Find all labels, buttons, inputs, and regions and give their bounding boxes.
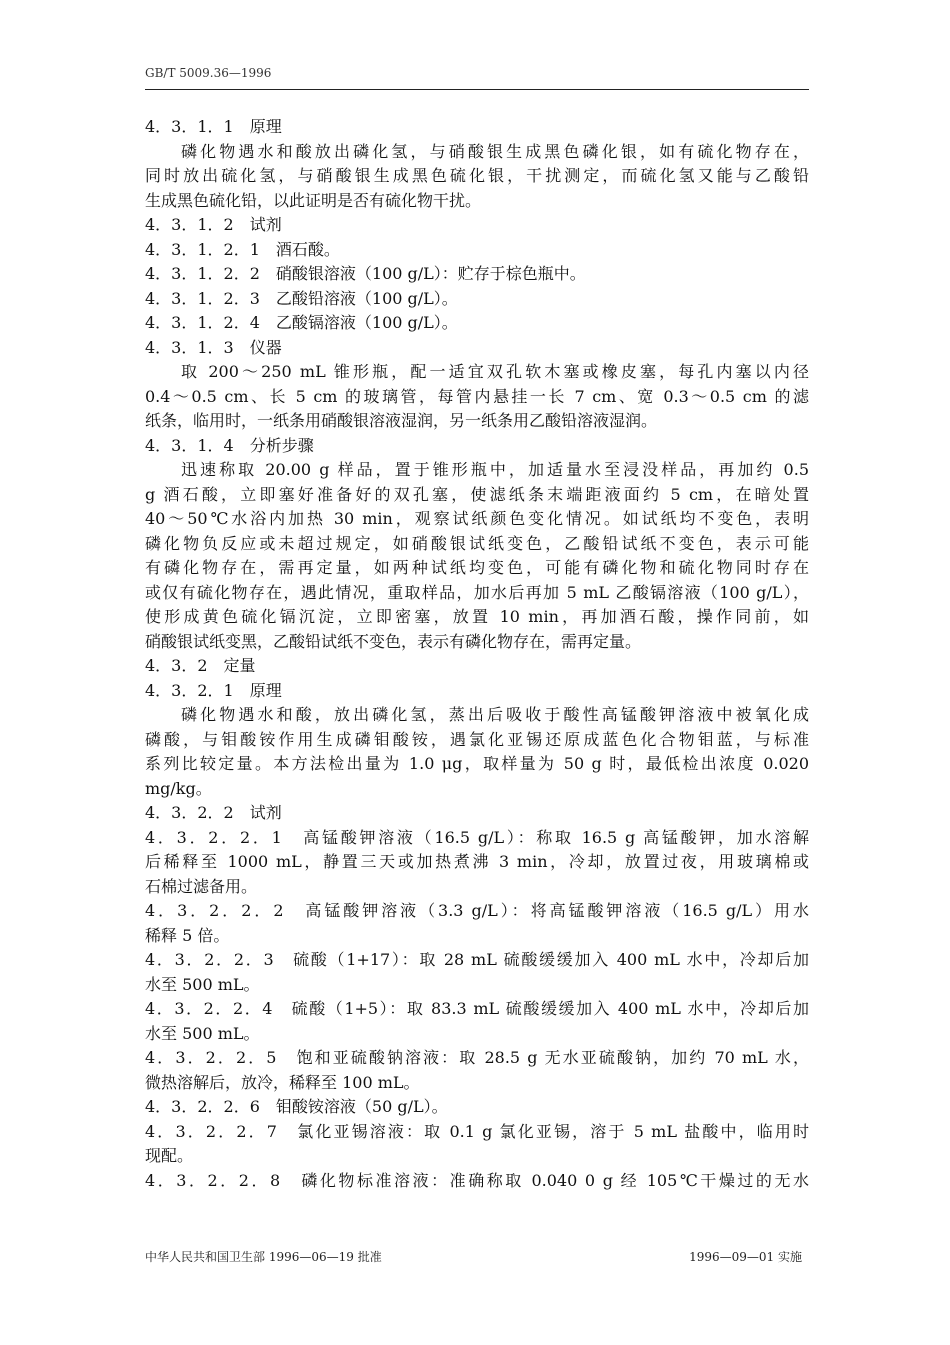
text-line: 4．3．2．2 试剂 [145, 803, 282, 822]
standard-number: GB/T 5009.36—1996 [145, 66, 272, 80]
text-line: 微热溶解后，放冷，稀释至 100 mL。 [145, 1072, 420, 1092]
text-line: 4．3．1．1 原理 [145, 117, 282, 136]
text-line: 硝酸银试纸变黑，乙酸铅试纸不变色，表示有磷化物存在，需再定量。 [145, 631, 642, 651]
text-line: 4．3．1．2．2 硝酸银溶液（100 g/L）：贮存于棕色瓶中。 [145, 264, 586, 283]
text-line: 有磷化物存在，需再定量，如两种试纸均变色，可能有磷化物和硫化物同时存在 [145, 558, 809, 577]
text-line: 4．3．2．1 原理 [145, 680, 282, 700]
text-line: 石棉过滤备用。 [145, 876, 258, 896]
text-line: 生成黑色硫化铅，以此证明是否有硫化物干扰。 [145, 190, 482, 210]
text-line: 或仅有硫化物存在，遇此情况，重取样品，加水后再加 5 mL 乙酸镉溶液（100 g/L）， [145, 582, 809, 602]
text-line: 4．3．1．2．3 乙酸铅溶液（100 g/L）。 [145, 288, 458, 308]
text-line: 迅速称取 20.00 g 样品，置于锥形瓶中，加适量水至浸没样品，再加约 0.5 [181, 460, 809, 479]
document-body [145, 115, 809, 1193]
text-line: 4．3．1．2 试剂 [145, 215, 282, 234]
text-line: g 酒石酸，立即塞好准备好的双孔塞，使滤纸条末端距液面约 5 cm，在暗处置 [145, 484, 809, 504]
text-line: 磷化物遇水和酸，放出磷化氢，蒸出后吸收于酸性高锰酸钾溶液中被氧化成 [181, 705, 809, 724]
text-line: 0.4～0.5 cm、长 5 cm 的玻璃管，每管内悬挂一长 7 cm、宽 0.3～0.5 cm 的滤 [145, 386, 809, 406]
text-line: 系列比较定量。本方法检出量为 1.0 μg，取样量为 50 g 时，最低检出浓度 0.020 [145, 754, 809, 773]
text-line: 4．3．2．2．1 高锰酸钾溶液（16.5 g/L）：称取 16.5 g 高锰酸钾，加水溶解 [145, 827, 809, 847]
text-line: 4．3．1．3 仪器 [145, 337, 282, 357]
text-line: 4．3．2．2．2 高锰酸钾溶液（3.3 g/L）：将高锰酸钾溶液（16.5 g/L）用水 [145, 901, 809, 920]
text-line: 4．3．2．2．7 氯化亚锡溶液：取 0.1 g 氯化亚锡，溶于 5 mL 盐酸中，临用时 [145, 1121, 809, 1141]
text-line: 取 200～250 mL 锥形瓶，配一适宜双孔软木塞或橡皮塞，每孔内塞以内径 [181, 362, 809, 381]
text-line: 4．3．2．2．6 钼酸铵溶液（50 g/L）。 [145, 1097, 448, 1116]
approval-note: 中华人民共和国卫生部 1996—06—19 批准 [145, 1250, 382, 1264]
text-line: 4．3．1．4 分析步骤 [145, 435, 314, 455]
header-rule [145, 89, 809, 90]
text-line: 同时放出硫化氢，与硝酸银生成黑色硫化银，干扰测定，而硫化氢又能与乙酸铅 [145, 166, 809, 185]
text-line: 现配。 [145, 1146, 194, 1165]
text-line: mg/kg。 [145, 778, 212, 798]
text-line: 4．3．2．2．8 磷化物标准溶液：准确称取 0.040 0 g 经 105℃干燥过的无水 [145, 1170, 809, 1190]
text-line: 4．3．1．2．4 乙酸镉溶液（100 g/L）。 [145, 313, 458, 332]
text-line: 4．3．1．2．1 酒石酸。 [145, 239, 340, 259]
text-line: 纸条，临用时，一纸条用硝酸银溶液湿润，另一纸条用乙酸铅溶液湿润。 [145, 411, 658, 430]
text-line: 磷化物负反应或未超过规定，如硝酸银试纸变色，乙酸铅试纸不变色，表示可能 [145, 533, 809, 553]
text-line: 4．3．2．2．3 硫酸（1+17）：取 28 mL 硫酸缓缓加入 400 mL 水中，冷却后加 [145, 950, 809, 969]
text-line: 4．3．2．2．4 硫酸（1+5）：取 83.3 mL 硫酸缓缓加入 400 mL 水中，冷却后加 [145, 999, 809, 1018]
text-line: 后稀释至 1000 mL，静置三天或加热煮沸 3 min，冷却，放置过夜，用玻璃棉或 [145, 852, 809, 871]
text-line: 稀释 5 倍。 [145, 925, 230, 945]
text-line: 磷酸，与钼酸铵作用生成磷钼酸铵，遇氯化亚锡还原成蓝色化合物钼蓝，与标准 [145, 729, 809, 749]
implementation-date: 1996—09—01 实施 [689, 1250, 802, 1264]
text-line: 磷化物遇水和酸放出磷化氢，与硝酸银生成黑色磷化银，如有硫化物存在， [181, 141, 809, 161]
text-line: 水至 500 mL。 [145, 1023, 260, 1043]
text-line: 4．3．2．2．5 饱和亚硫酸钠溶液：取 28.5 g 无水亚硫酸钠，加约 70 mL 水， [145, 1048, 809, 1067]
text-line: 水至 500 mL。 [145, 974, 260, 994]
text-line: 4．3．2 定量 [145, 656, 256, 675]
text-line: 使形成黄色硫化镉沉淀，立即密塞，放置 10 min，再加酒石酸，操作同前，如 [145, 607, 809, 626]
text-line: 40～50℃水浴内加热 30 min，观察试纸颜色变化情况。如试纸均不变色，表明 [145, 509, 809, 528]
